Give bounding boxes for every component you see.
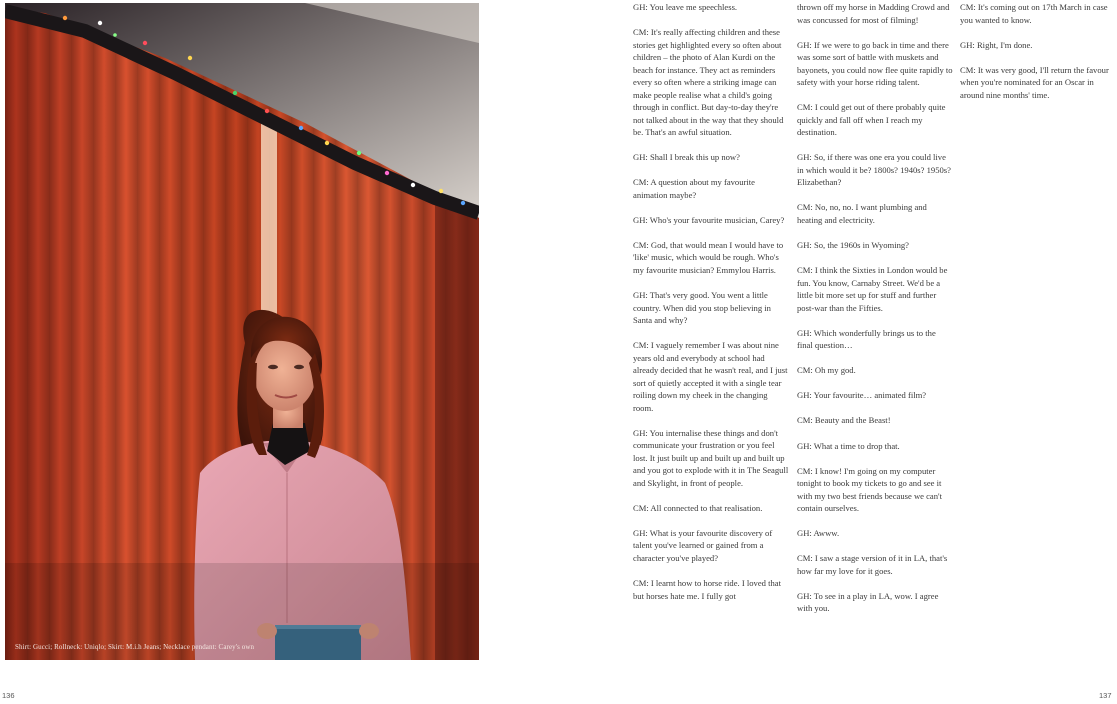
- interview-column-1: [633, 1, 789, 615]
- interview-paragraph: CM: I saw a stage version of it in LA, that's how far my love for it goes.: [797, 553, 948, 576]
- portrait-photo: [5, 3, 479, 660]
- page-number-right: 137: [1099, 691, 1112, 700]
- interview-paragraph: CM: Beauty and the Beast!: [797, 415, 891, 426]
- interview-paragraph: CM: I vaguely remember I was about nine years old and everybody at school had already decided that he wasn't real, and I just sort of quietly accepted it with a single tear roiling down my cheek in the changing room.: [633, 340, 788, 413]
- interview-paragraph: CM: I could get out of there probably quite quickly and fall off when I reach my destination.: [797, 102, 946, 138]
- interview-paragraph: CM: I know! I'm going on my computer tonight to book my tickets to go and see it with my two best friends because we can't contain ourselves.: [797, 465, 942, 514]
- interview-paragraph: GH: If we were to go back in time and there was some sort of battle with muskets and bayonets, you could now flee quite rapidly to safety with your horse riding talent.: [797, 39, 953, 88]
- interview-paragraph: GH: To see in a play in LA, wow. I agree with you.: [797, 590, 939, 614]
- interview-paragraph: CM: All connected to that realisation.: [633, 502, 763, 513]
- interview-paragraph: CM: Oh my god.: [797, 365, 856, 376]
- interview-paragraph: CM: No, no, no. I want plumbing and heating and electricity.: [797, 202, 927, 225]
- page-number-left: 136: [2, 691, 15, 700]
- interview-paragraph: CM: I learnt how to horse ride. I loved that but horses hate me. I fully got: [633, 578, 781, 601]
- interview-paragraph: CM: A question about my favourite animation maybe?: [633, 177, 755, 200]
- interview-paragraph: GH: Who's your favourite musician, Carey?: [633, 214, 785, 225]
- interview-paragraph: GH: So, if there was one era you could live in which would it be? 1800s? 1940s? 1950s? Elizabethan?: [797, 152, 951, 188]
- interview-paragraph: GH: What is your favourite discovery of talent you've learned or gained from a character you've played?: [633, 527, 773, 563]
- interview-paragraph: GH: You leave me speechless.: [633, 2, 738, 12]
- interview-paragraph: CM: It's really affecting children and these stories get highlighted every so often about children – the photo of Alan Kurdi on the beach for instance. They act as reminders every so often where a striking image can make people realise what a child's going through in conflict. But day-to-day they're not talked about in the way that they should be. That's an awful situation.: [633, 27, 784, 138]
- interview-paragraph: CM: It's coming out on 17th March in case you wanted to know.: [960, 2, 1108, 25]
- interview-paragraph: GH: What a time to drop that.: [797, 440, 900, 451]
- interview-paragraph: GH: So, the 1960s in Wyoming?: [797, 239, 909, 250]
- interview-paragraph: GH: Shall I break this up now?: [633, 152, 740, 163]
- interview-paragraph: GH: Awww.: [797, 528, 840, 539]
- interview-paragraph: GH: Which wonderfully brings us to the final question…: [797, 327, 936, 351]
- photo-credit-caption: Shirt: Gucci; Rollneck: Uniqlo; Skirt: M.i.h Jeans; Necklace pendant: Carey's own: [15, 643, 255, 651]
- interview-column-2: [797, 1, 953, 628]
- interview-column-3: [960, 1, 1116, 114]
- interview-paragraph: GH: That's very good. You went a little country. When did you stop believing in Santa and why?: [633, 290, 771, 326]
- interview-paragraph: thrown off my horse in Madding Crowd and was concussed for most of filming!: [797, 2, 950, 25]
- interview-paragraph: GH: Your favourite… animated film?: [797, 390, 927, 401]
- interview-paragraph: CM: God, that would mean I would have to 'like' music, which would be rough. Who's my favourite musician? Emmylou Harris.: [633, 239, 784, 275]
- interview-paragraph: CM: I think the Sixties in London would be fun. You know, Carnaby Street. We'd be a little bit more set up for stuff and further post-war than the Fifties.: [797, 265, 948, 313]
- interview-paragraph: GH: You internalise these things and don't communicate your frustration or you feel lost. It just built up and built up and built up and you got to explode with it in The Seagull and Skylight, in front of people.: [633, 427, 789, 488]
- interview-paragraph: GH: Right, I'm done.: [960, 39, 1033, 50]
- interview-paragraph: CM: It was very good, I'll return the favour when you're nominated for an Oscar in around nine months' time.: [960, 64, 1109, 100]
- portrait-illustration: [5, 3, 479, 660]
